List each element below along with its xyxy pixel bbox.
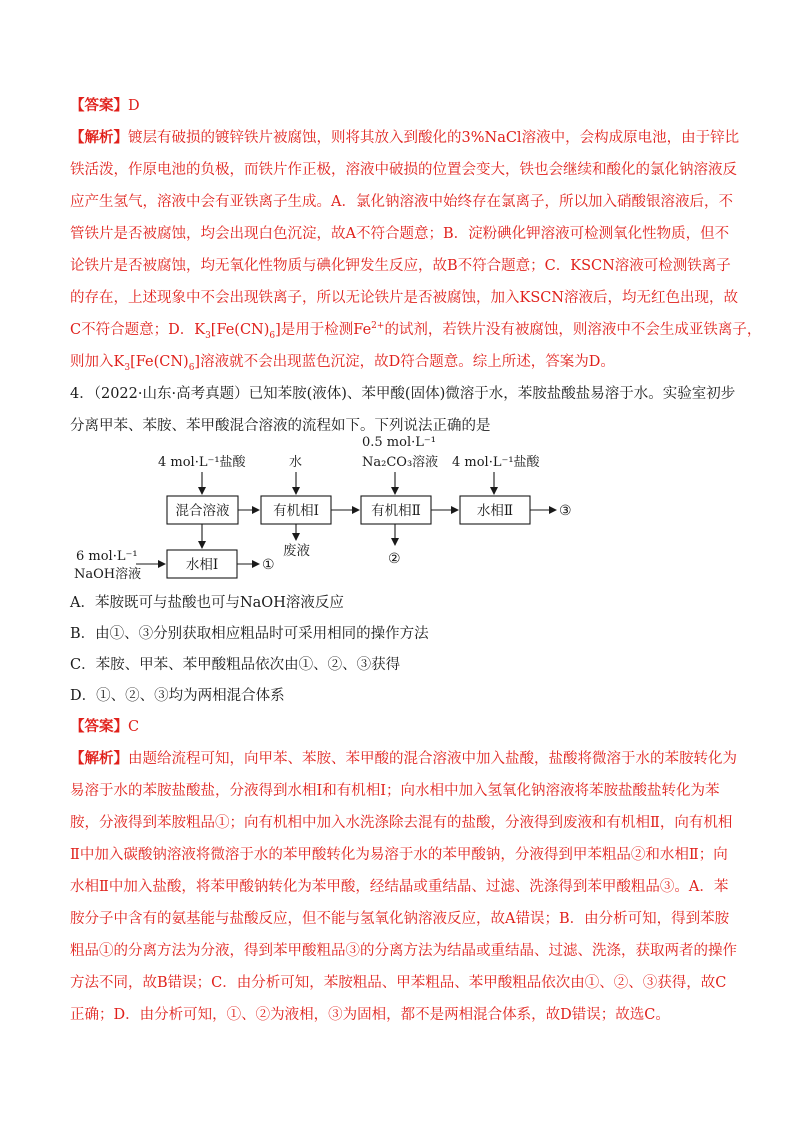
analysis-3-line-4: 管铁片是否被腐蚀，均会出现白色沉淀，故A不符合题意；B．淀粉碘化钾溶液可检测氧化性物质，但不 [70, 226, 730, 242]
analysis-4-line-9: 正确；D．由分析可知，①、②为液相，③为固相，都不是两相混合体系，故D错误；故选C。 [70, 1007, 670, 1023]
reagent-na2co3-conc: 0.5 mol·L⁻¹ [362, 435, 436, 450]
analysis-4-line-7: 粗品①的分离方法为分液，得到苯甲酸粗品③的分离方法为结晶或重结晶、过滤、洗涤，获取两者的操作 [70, 943, 737, 959]
reagent-hcl-1: 4 mol·L⁻¹盐酸 [158, 455, 246, 470]
reagent-hcl-2: 4 mol·L⁻¹盐酸 [452, 455, 540, 470]
output-3: ③ [559, 503, 572, 519]
analysis-3-line-7: C不符合题意；D．$K_3[Fe(CN)_6]$是用于检测$Fe^{2+}$的试剂，若铁片没有被腐蚀，则溶液中不会生成亚铁离子， [70, 321, 762, 341]
svg-text:混合溶液: 混合溶液 [175, 503, 230, 519]
svg-text:有机相Ⅱ: 有机相Ⅱ [371, 503, 421, 519]
answer-4 [70, 717, 139, 737]
answer-value: D [128, 98, 140, 114]
waste-label: 废液 [283, 543, 310, 559]
analysis-label: 【解析】 [70, 750, 128, 767]
svg-text:水相Ⅰ: 水相Ⅰ [185, 557, 219, 573]
option-a: A．苯胺既可与盐酸也可与NaOH溶液反应 [70, 595, 344, 611]
analysis-3-line-6: 的存在，上述现象中不会出现铁离子，所以无论铁片是否被腐蚀，加入KSCN溶液后，均无红色出现，故 [70, 290, 739, 306]
analysis-3-line-3: 应产生氢气，溶液中会有亚铁离子生成。A．氯化钠溶液中始终存在氯离子，所以加入硝酸银溶液后，不 [70, 194, 733, 210]
question-4-stem-line-2: 分离甲苯、苯胺、苯甲酸混合溶液的流程如下。下列说法正确的是 [70, 418, 491, 434]
reagent-water: 水 [289, 455, 303, 470]
answer-label: 【答案】 [70, 718, 128, 735]
analysis-4-line-8: 方法不同，故B错误；C．由分析可知，苯胺粗品、甲苯粗品、苯甲酸粗品依次由①、②、③获得，故C [70, 975, 727, 991]
analysis-3-line-5: 论铁片是否被腐蚀，均无氧化性物质与碘化钾发生反应，故B不符合题意；C．KSCN溶液可检测铁离子 [70, 258, 731, 274]
analysis-4-line-1: 【解析】由题给流程可知，向甲苯、苯胺、苯甲酸的混合溶液中加入盐酸，盐酸将微溶于水的苯胺转化为 [70, 750, 737, 767]
analysis-3-line-1: 【解析】镀层有破损的镀锌铁片被腐蚀，则将其放入到酸化的3%NaCl溶液中，会构成原电池，由于锌比 [70, 129, 740, 146]
output-2: ② [388, 551, 401, 567]
option-d: D．①、②、③均为两相混合体系 [70, 688, 285, 704]
analysis-4-line-3: 胺，分液得到苯胺粗品①；向有机相中加入水洗涤除去混有的盐酸，分液得到废液和有机相Ⅱ，向有机相 [70, 815, 733, 831]
answer-label: 【答案】 [70, 97, 128, 114]
option-c: C．苯胺、甲苯、苯甲酸粗品依次由①、②、③获得 [70, 657, 401, 673]
svg-text:有机相Ⅰ: 有机相Ⅰ [273, 503, 319, 519]
reagent-na2co3-name: Na₂CO₃溶液 [362, 455, 439, 470]
option-b: B．由①、③分别获取相应粗品时可采用相同的操作方法 [70, 626, 429, 642]
analysis-4-line-6: 胺分子中含有的氨基能与盐酸反应，但不能与氢氧化钠溶液反应，故A错误；B．由分析可知，得到苯胺 [70, 911, 730, 927]
analysis-4-line-2: 易溶于水的苯胺盐酸盐，分液得到水相Ⅰ和有机相Ⅰ；向水相中加入氢氧化钠溶液将苯胺盐酸盐转化为苯 [70, 783, 720, 799]
reagent-naoh-conc: 6 mol·L⁻¹ [76, 549, 138, 564]
answer-value: C [128, 719, 140, 735]
analysis-label: 【解析】 [70, 129, 128, 146]
analysis-4-line-5: 水相Ⅱ中加入盐酸，将苯甲酸钠转化为苯甲酸，经结晶或重结晶、过滤、洗涤得到苯甲酸粗品③。A．苯 [70, 879, 729, 895]
output-1: ① [262, 557, 275, 573]
question-4-stem-line-1: 4．（2022·山东·高考真题）已知苯胺(液体)、苯甲酸(固体)微溶于水，苯胺盐酸盐易溶于水。实验室初步 [70, 386, 736, 402]
analysis-3-line-2: 铁活泼，作原电池的负极，而铁片作正极，溶液中破损的位置会变大，铁也会继续和酸化的氯化钠溶液反 [70, 162, 737, 178]
reagent-naoh-name: NaOH溶液 [74, 567, 142, 582]
svg-text:水相Ⅱ: 水相Ⅱ [476, 503, 514, 519]
analysis-3-line-8: 则加入$K_3[Fe(CN)_6]$溶液就不会出现蓝色沉淀，故D符合题意。综上所述，答案为D。 [70, 354, 615, 373]
analysis-4-line-4: Ⅱ中加入碳酸钠溶液将微溶于水的苯甲酸转化为易溶于水的苯甲酸钠，分液得到甲苯粗品②和水相Ⅱ；向 [70, 847, 728, 863]
